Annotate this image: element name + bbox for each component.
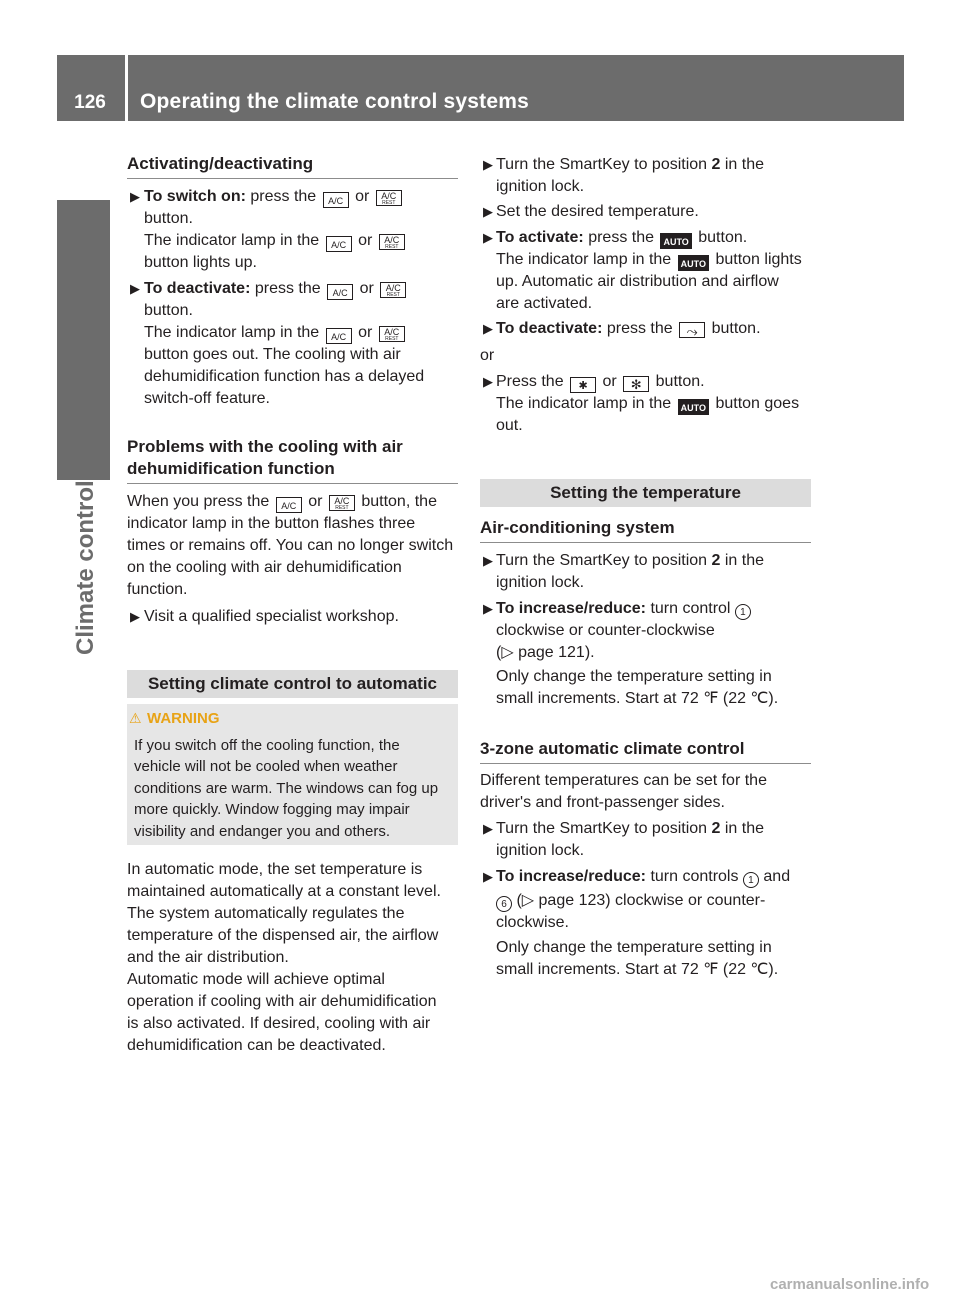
bullet-arrow: ▶ [483, 553, 493, 568]
step-smartkey: Turn the SmartKey to position 2 in the [496, 820, 765, 837]
control-6-icon: 6 [496, 896, 512, 912]
bullet-arrow: ▶ [130, 281, 140, 296]
air-distribution-button-icon: ⤳ [679, 322, 705, 338]
text-line: indicator lamp in the button flashes three [127, 515, 416, 532]
text-line: is also activated. If desired, cooling with air [127, 1015, 431, 1032]
text-line: function. [127, 581, 188, 598]
text-line: The indicator lamp in the A/C or A/C REST [144, 322, 407, 344]
text-or: or [480, 347, 495, 364]
text-line: small increments. Start at 72 ℉ (22 ℃). [496, 961, 779, 978]
text-line: times or remains off. You can no longer switch [127, 537, 454, 554]
bullet-arrow: ▶ [483, 157, 493, 172]
bullet-arrow: ▶ [483, 374, 493, 389]
ac-rest-button-icon: A/C REST [376, 190, 402, 206]
ac-button-icon: A/C [327, 284, 353, 300]
text-line: are activated. [496, 295, 593, 312]
step-activate: To activate: press the AUTO button. [496, 229, 748, 247]
warning-line: If you switch off the cooling function, the [134, 737, 400, 754]
text-line: dehumidification can be deactivated. [127, 1037, 386, 1054]
text-line: maintained automatically at a constant level. [127, 883, 441, 900]
text-line: and the air distribution. [127, 949, 289, 966]
heading-activating: Activating/deactivating [127, 154, 314, 173]
text-line: button goes out. The cooling with air [144, 346, 401, 363]
heading-problems-line2: dehumidification function [127, 459, 335, 478]
heading-3zone: 3-zone automatic climate control [480, 739, 745, 758]
heading-rule [480, 763, 811, 764]
text-line: button lights up. [144, 254, 257, 271]
control-1-icon: 1 [743, 872, 759, 888]
text-line: temperature of the dispensed air, the airflow [127, 927, 439, 944]
step-increase-reduce: To increase/reduce: turn control 1 [496, 598, 751, 620]
heading-rule [127, 178, 458, 179]
fan-increase-button-icon: ✻ [623, 376, 649, 392]
text-line: Different temperatures can be set for the [480, 772, 767, 789]
heading-problems: Problems with the cooling with air [127, 437, 403, 456]
ac-button-icon: A/C [326, 328, 352, 344]
section-title-temperature: Setting the temperature [550, 483, 741, 502]
text-line: driver's and front-passenger sides. [480, 794, 725, 811]
warning-title: WARNING [147, 710, 220, 727]
text-line: ignition lock. [496, 574, 585, 591]
bullet-arrow: ▶ [483, 230, 493, 245]
text-line: up. Automatic air distribution and airflow [496, 273, 779, 290]
text-line: The system automatically regulates the [127, 905, 405, 922]
page-reference: (▷ page 121). [496, 644, 595, 661]
text-line: operation if cooling with air dehumidification [127, 993, 437, 1010]
warning-line: visibility and endanger you and others. [134, 823, 390, 840]
bullet-arrow: ▶ [483, 601, 493, 616]
text-line: In automatic mode, the set temperature is [127, 861, 423, 878]
text-line: When you press the A/C or A/C REST button, the [127, 493, 437, 511]
text-line: The indicator lamp in the AUTO button goes [496, 395, 800, 413]
auto-button-icon: AUTO [678, 399, 709, 415]
text-line: ignition lock. [496, 842, 585, 859]
warning-line: vehicle will not be cooled when weather [134, 758, 398, 775]
bullet-arrow: ▶ [483, 821, 493, 836]
heading-rule [127, 483, 458, 484]
step-set-temperature: Set the desired temperature. [496, 203, 699, 220]
warning-line: conditions are warm. The windows can fog up [134, 780, 439, 797]
bullet-arrow: ▶ [483, 321, 493, 336]
text-line: The indicator lamp in the AUTO button lights [496, 251, 802, 269]
ac-rest-button-icon: A/C REST [329, 495, 355, 511]
warning-line: more quickly. Window fogging may impair [134, 801, 410, 818]
text-line: small increments. Start at 72 ℉ (22 ℃). [496, 690, 779, 707]
text-line: The indicator lamp in the A/C or A/C REST [144, 230, 407, 252]
text-line: out. [496, 417, 523, 434]
warning-triangle-icon: ⚠ [129, 710, 142, 726]
text-line: Only change the temperature setting in [496, 668, 772, 685]
text-line: clockwise or counter-clockwise [496, 622, 715, 639]
text-line: switch-off feature. [144, 390, 270, 407]
step-switch-on: To switch on: press the A/C or A/C REST [144, 186, 404, 208]
control-1-icon: 1 [735, 604, 751, 620]
page-number: 126 [74, 92, 106, 113]
text-line: button. [144, 302, 193, 319]
sidebar-section-label: Climate control [72, 480, 99, 655]
ac-button-icon: A/C [276, 497, 302, 513]
bullet-arrow: ▶ [483, 869, 493, 884]
ac-rest-button-icon: A/C REST [380, 282, 406, 298]
ac-rest-button-icon: A/C REST [379, 326, 405, 342]
fan-decrease-button-icon: ✱ [570, 377, 596, 393]
step-deactivate: To deactivate: press the A/C or A/C REST [144, 278, 408, 300]
auto-button-icon: AUTO [678, 255, 709, 271]
step-increase-reduce-3zone: To increase/reduce: turn controls 1 and [496, 868, 791, 886]
step-smartkey: Turn the SmartKey to position 2 in the [496, 552, 765, 569]
auto-button-icon: AUTO [660, 233, 691, 249]
sidebar-tab [57, 200, 110, 480]
text-line: button. [144, 210, 193, 227]
heading-aircon: Air-conditioning system [480, 518, 675, 537]
header-separator [125, 55, 128, 121]
ac-button-icon: A/C [326, 236, 352, 252]
footer-watermark: carmanualsonline.info [770, 1276, 930, 1293]
bullet-arrow: ▶ [130, 189, 140, 204]
text-line: Automatic mode will achieve optimal [127, 971, 385, 988]
text-line: 6 (▷ page 123) clockwise or counter- [496, 890, 765, 912]
step-deactivate-auto: To deactivate: press the ⤳ button. [496, 320, 761, 339]
bullet-arrow: ▶ [130, 609, 140, 624]
section-title-automatic: Setting climate control to automatic [147, 674, 438, 693]
text-line: Only change the temperature setting in [496, 939, 772, 956]
text-line: on the cooling with air dehumidification [127, 559, 402, 576]
step-smartkey: Turn the SmartKey to position 2 in the [496, 156, 765, 173]
page-title: Operating the climate control systems [140, 90, 530, 113]
bullet-arrow: ▶ [483, 204, 493, 219]
ac-rest-button-icon: A/C REST [379, 234, 405, 250]
step-visit-workshop: Visit a qualified specialist workshop. [144, 608, 399, 625]
heading-rule [480, 542, 811, 543]
ac-button-icon: A/C [323, 192, 349, 208]
text-line: ignition lock. [496, 178, 585, 195]
text-line: clockwise. [496, 914, 569, 931]
text-line: dehumidification function has a delayed [144, 368, 425, 385]
step-press-fan: Press the ✱ or ✻ button. [496, 373, 705, 392]
